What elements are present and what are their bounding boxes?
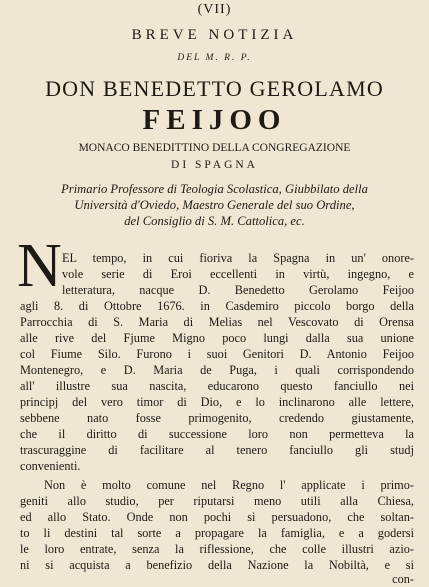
catchword: con- bbox=[392, 572, 414, 586]
body-line: Montenegro, e D. Maria de Puga, i quali corrispondendo bbox=[20, 363, 414, 377]
body-line: sebbene nato fosse primogenito, credendo giustamente, bbox=[20, 411, 414, 425]
body-line: col Fiume Silo. Furono i suoi Genitori D. Antonio Feijoo bbox=[20, 347, 414, 361]
heading-monaco: MONACO BENEDITTINO DELLA CONGREGAZIONE bbox=[78, 142, 351, 154]
heading-del-mrp: DEL M. R. P. bbox=[177, 53, 252, 63]
heading-di-spagna: DI SPAGNA bbox=[171, 159, 258, 171]
body-line: principj del vero timor di Dio, e lo inclinarono alle lettere, bbox=[20, 395, 414, 409]
body-line: vole serie di Eroi eccellenti in virtù, ingegno, e bbox=[62, 267, 414, 281]
titles-line: del Consiglio di S. M. Cattolica, ec. bbox=[124, 214, 305, 228]
heading-breve-notizia: BREVE NOTIZIA bbox=[131, 27, 298, 43]
body-line: geniti allo studio, per riputarsi meno utili alla Chiesa, bbox=[20, 494, 414, 508]
body-line: che il diritto di successione loro non permetteva la bbox=[20, 427, 414, 441]
body-line: EL tempo, in cui fioriva la Spagna in un' onore- bbox=[62, 251, 414, 265]
body-line: ed allo Stato. Onde non pochi si persuadono, che soltan- bbox=[20, 510, 414, 524]
body-line: convenienti. bbox=[20, 459, 81, 473]
heading-surname: FEIJOO bbox=[142, 104, 287, 136]
body-line: all' illustre sua nascita, educarono questo fanciullo nei bbox=[20, 379, 414, 393]
body-line: agli 8. di Ottobre 1676. in Casdemiro piccolo borgo della bbox=[20, 299, 414, 313]
body-line: to li destini tal sorte a propagare la famiglia, e a godersi bbox=[20, 526, 414, 540]
body-line: le loro entrate, senza la riflessione, che colle illustri azio- bbox=[20, 542, 414, 556]
page-number: (VII) bbox=[197, 2, 232, 17]
body-line: Parrocchia di S. Maria di Melias nel Vescovato di Orensa bbox=[20, 315, 414, 329]
drop-cap: N bbox=[17, 232, 62, 300]
body-line: trascuraggine di facilitare al tenero fanciullo gli studj bbox=[20, 443, 414, 457]
body-line: Non è molto comune nel Regno l' applicate i primo- bbox=[44, 478, 414, 492]
heading-name: DON BENEDETTO GEROLAMO bbox=[45, 76, 384, 101]
titles-line: Primario Professore di Teologia Scolastica, Giubbilato della bbox=[61, 182, 368, 196]
titles-line: Università d'Oviedo, Maestro Generale del suo Ordine, bbox=[74, 198, 355, 212]
body-line: ni si acquista a benefizio della Nazione la Nobiltà, e si bbox=[20, 558, 414, 572]
body-line: letteratura, nacque D. Benedetto Gerolamo Feijoo bbox=[62, 283, 414, 297]
body-line: alle rive del Fjume Migno poco lungi dalla sua unione bbox=[20, 331, 414, 345]
